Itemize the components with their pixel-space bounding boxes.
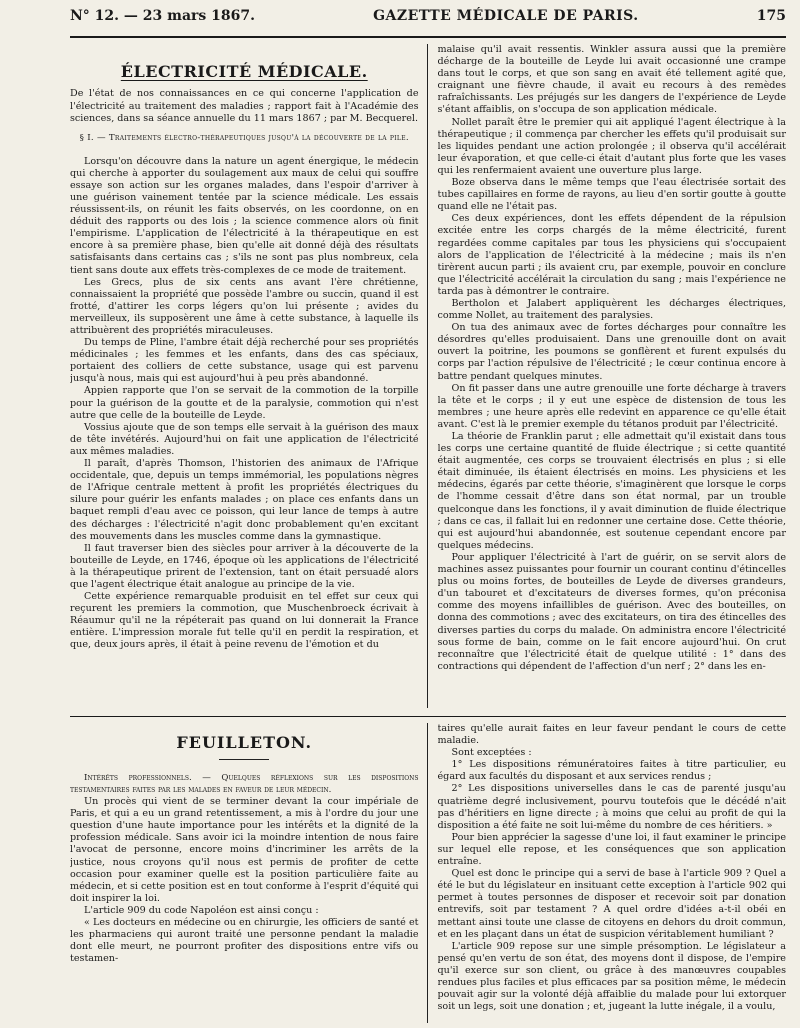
paragraph: Les Grecs, plus de six cents ans avant l'ère chrétienne, connaissaient la propriété que possède l'ambre ou succin, quand il est frotté, d'attirer les corps légers qu'on lui présente ; avides du merveilleux, ils supposèrent une âme à cette substance, à laquelle ils attribuèrent des propriétés miraculeuses. (70, 276, 419, 336)
paragraph: L'article 909 du code Napoléon est ainsi conçu : (84, 904, 319, 916)
feuilleton-divider (70, 716, 786, 717)
article-abstract: De l'état de nos connaissances en ce qui concerne l'application de l'électricité au traitement des maladies ; rapport fait à l'Académie des sciences, dans sa séance annuelle du 11 mars 1867 ; par M. Becquerel. (70, 88, 419, 125)
paragraph: 1° Les dispositions rémunératoires faites à titre particulier, eu égard aux facultés du disposant et aux services rendus ; (437, 759, 786, 783)
paragraph: Boze observa dans le même temps que l'eau électrisée sortait des tubes capillaires en forme de rayons, au lieu d'en sortir goutte à goutte quand elle ne l'était pas. (437, 177, 786, 213)
paragraph: Cette expérience remarquable produisit en tel effet sur ceux qui reçurent les premiers la commotion, que Muschenbroeck écrivait à Réaumur qu'il ne la répéterait pas quand on lui donnerait la France entière. L'impression morale fut telle qu'il en perdit la respiration, et que, deux jours après, il était à peine revenu de l'émotion et du (70, 591, 419, 651)
article-left-column (70, 44, 428, 708)
paragraph: Ces deux expériences, dont les effets dépendent de la répulsion excitée entre les corps chargés de la même électricité, furent regardées comme capitales par tous les physiciens qui s'occupaient alors de l'application de l'électricité à la médecine ; mais ils n'en tirèrent aucun parti ; ils avaient cru, par exemple, pouvoir en conclure que l'électricité accélérait la circulation du sang ; mais l'expérience ne tarda pas à démontrer le contraire. (437, 213, 786, 297)
paragraph: « Les docteurs en médecine ou en chirurgie, les officiers de santé et les pharmaciens qui auront traité une personne pendant la maladie dont elle meurt, ne pourront profiter des dispositions entre vifs ou testamen- (70, 917, 419, 965)
paragraph: On tua des animaux avec de fortes décharges pour connaître les désordres qu'elles produisaient. Dans une grenouille dont on avait ouvert la poitrine, les poumons se gonflèrent et furent expulsés du corps par l'action répulsive de l'électricité ; le cœur continua encore à battre pendant quelques minutes. (437, 322, 786, 382)
feuilleton-subtitle: Intérêts professionnels. — Quelques réflexions sur les dispositions testamentaires faites par les malades en faveur de leur médecin. (70, 773, 419, 796)
page-header (70, 8, 786, 30)
paragraph: Vossius ajoute que de son temps elle servait à la guérison des maux de tête invétérés. Aujourd'hui on fait une application de l'électricité aux mêmes maladies. (70, 421, 419, 457)
article-columns (70, 44, 786, 708)
feuilleton-title: FEUILLETON. (176, 733, 313, 752)
paragraph: L'article 909 repose sur une simple présomption. Le législateur a pensé qu'en vertu de son état, des moyens dont il dispose, de l'empire qu'il exerce sur son client, ou grâce à des manœuvres coupables rendues plus faciles et plus efficaces par sa position même, le médecin pouvait agir sur la volonté déjà affaiblie du malade pour lui extorquer soit un legs, soit une donation ; et, jugeant la lutte inégale, il a voulu, (437, 940, 786, 1013)
paragraph: La théorie de Franklin parut ; elle admettait qu'il existait dans tous les corps une certaine quantité de fluide électrique ; si cette quantité était augmentée, ces corps se trouvaient électrisés en plus ; si elle était diminuée, ils étaient électrisés en moins. Les physiciens et les médecins, égarés par cette théorie, s'imaginèrent que lorsque le corps de l'homme cessait d'être dans son état normal, par un trouble quelconque dans les fonctions, il y avait diminution de fluide électrique ; dans ce cas, il fallait lui en redonner une certaine dose. Cette théorie, qui est aujourd'hui abandonnée, est soutenue cependant encore par quelques médecins. (437, 431, 786, 551)
article-title: ÉLECTRICITÉ MÉDICALE. (120, 62, 368, 81)
paragraph: malaise qu'il avait ressentis. Winkler assura aussi que la première décharge de la bouteille de Leyde lui avait occasionné une crampe dans tout le corps, et que son sang en avait été tellement agité que, craignant une fièvre chaude, il avait eu recours à des remèdes rafraîchissants. Les préjugés sur les dangers de l'expérience de Leyde s'étant affaiblis, on s'occupa de son application médicale. (437, 44, 786, 116)
paragraph: Sont exceptées : (451, 747, 532, 759)
paragraph: Appien rapporte que l'on se servait de la commotion de la torpille pour la guérison de la goutte et de la paralysie, commotion qui n'est autre que celle de la bouteille de Leyde. (70, 385, 419, 421)
feuilleton-columns (70, 723, 786, 1023)
paragraph: Quel est donc le principe qui a servi de base à l'article 909 ? Quel a été le but du législateur en insituant cette exception à l'article 902 qui permet à toutes personnes de disposer et recevoir soit par donation entrevifs, soit par testament ? A quel ordre d'idées a-t-il obéi en mettant ainsi toute une classe de citoyens en dehors du droit commun, et en les plaçant dans un état de suspicion véritablement humiliant ? (437, 868, 786, 940)
paragraph: Nollet paraît être le premier qui ait appliqué l'agent électrique à la thérapeutique ; il commença par chercher les effets qu'il produisait sur les liquides pendant une action prolongée ; il observa qu'il accélérait leur évaporation, et que celle-ci était d'autant plus forte que les vases qui les renfermaient avaient une ouverture plus large. (437, 116, 786, 176)
paragraph: On fit passer dans une autre grenouille une forte décharge à travers la tête et le corps ; il y eut une espèce de distension de tous les membres ; une heure après elle redevint en apparence ce qu'elle était avant. C'est là le premier exemple du tétanos produit par l'électricité. (437, 382, 786, 430)
paragraph: taires qu'elle aurait faites en leur faveur pendant le cours de cette maladie. (437, 723, 786, 747)
journal-title: GAZETTE MÉDICALE DE PARIS. (373, 8, 639, 24)
paragraph: Lorsqu'on découvre dans la nature un agent énergique, le médecin qui cherche à apporter du soulagement aux maux de celui qui souffre essaye son action sur les organes malades, dans l'espoir d'arriver à une guérison vainement tentée par la science médicale. Les essais réussissent-ils, on réunit les faits observés, on les coordonne, on en déduit des rapports ou des lois ; la science commence alors où finit l'empirisme. L'application de l'électricité à la thérapeutique en est encore à sa première phase, bien qu'elle ait donné déjà des résultats satisfaisants dans certains cas ; s'ils ne sont pas plus nombreux, cela tient sans doute aux effets très-complexes de ce mode de traitement. (70, 155, 419, 276)
feuilleton-title-rule (219, 759, 269, 760)
paragraph: Pour bien apprécier la sagesse d'une loi, il faut examiner le principe sur lequel elle repose, et les conséquences que son application entraîne. (437, 831, 786, 868)
paragraph: Du temps de Pline, l'ambre était déjà recherché pour ses propriétés médicinales ; les femmes et les enfants, dans des cas spéciaux, portaient des colliers de cette substance, usage qui est parvenu jusqu'à nous, mais qui est aujourd'hui à peu près abandonné. (70, 337, 419, 385)
page-number: 175 (756, 8, 786, 24)
header-rule (70, 36, 786, 38)
paragraph: Un procès qui vient de se terminer devant la cour impériale de Paris, et qui a eu un grand retentissement, a mis à l'ordre du jour une question d'une haute importance pour les intérêts et la dignité de la profession médicale. Sans avoir ici la moindre intention de nous faire l'avocat de personne, encore moins d'incriminer les arrêts de la justice, nous croyons qu'il nous est permis de profiter de cette occasion pour examiner quelle est la position particulière faite au médecin, et si cette position est en tout conforme à l'esprit d'équité qui doit inspirer la loi. (70, 796, 419, 904)
feuilleton-left-column (70, 723, 428, 1023)
issue-date: N° 12. — 23 mars 1867. (70, 8, 255, 24)
feuilleton-right-column (438, 723, 787, 1023)
paragraph: Il paraît, d'après Thomson, l'historien des animaux de l'Afrique occidentale, que, depuis un temps immémorial, les populations nègres de l'Afrique centrale mettent à profit les propriétés électriques du silure pour guérir les enfants malades ; on place ces enfants dans un baquet rempli d'eau avec ce poisson, qui leur lance de temps à autre des décharges : l'électricité n'agit donc probablement qu'en excitant des mouvements dans les muscles comme dans la gymnastique. (70, 458, 419, 542)
paragraph: 2° Les dispositions universelles dans le cas de parenté jusqu'au quatrième degré inclusivement, pourvu toutefois que le décédé n'ait pas d'héritiers en ligne directe ; à moins que celui au profit de qui la disposition a été faite ne soit lui-même du nombre de ces héritiers. » (437, 783, 786, 831)
paragraph: Pour appliquer l'électricité à l'art de guérir, on se servit alors de machines assez puissantes pour fournir un courant continu d'étincelles plus ou moins fortes, de bouteilles de Leyde de diverses grandeurs, d'un tabouret et d'excitateurs de diverses formes, qu'on préconisa comme des moyens infaillibles de guérison. Avec des bouteilles, on donna des commotions ; avec des excitateurs, on tira des étincelles des diverses parties du corps du malade. On administra encore l'électricité sous forme de bain, comme on le fait encore aujourd'hui. On crut reconnaître que l'électricité était de quelque utilité : 1° dans des contractions qui dépendent de l'affection d'un nerf ; 2° dans les en- (437, 551, 786, 672)
paragraph: Il faut traverser bien des siècles pour arriver à la découverte de la bouteille de Leyde, en 1746, époque où les applications de l'électricité à la thérapeutique prirent de l'extension, tant on était persuadé alors que l'agent électrique était analogue au principe de la vie. (70, 542, 419, 590)
section-heading: § I. — Traitements électro-thérapeutiques jusqu'à la découverte de la pile. (79, 132, 409, 143)
article-right-column (438, 44, 787, 708)
paragraph: Bertholon et Jalabert appliquèrent les décharges électriques, comme Nollet, au traitement des paralysies. (437, 297, 786, 322)
